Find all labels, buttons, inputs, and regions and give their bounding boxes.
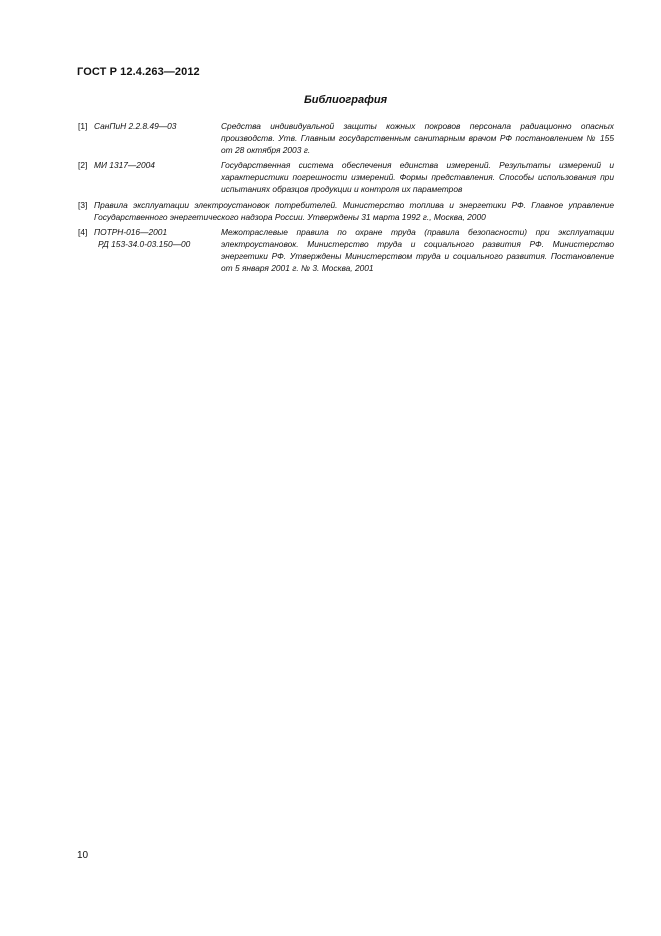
document-standard-number: ГОСТ Р 12.4.263—2012 [77, 66, 200, 78]
entry-code: РД 153-34.0-03.150—00 [98, 239, 191, 250]
entry-description: Средства индивидуальной защиты кожных покровов персонала радиационно опасных производств. Утв. Главным государственным санитарным врачом РФ постановлением № 155 от 28 октября 2003 г. [221, 121, 614, 155]
entry-codes [94, 160, 222, 172]
entry-description: Межотраслевые правила по охране труда (правила безопасности) при эксплуатации электроустановок. Министерство труда и социального развития РФ. Министерство энергетики РФ. Утверждены Министерством труда и социального развития. Постановление от 5 января 2001 г. № 3. Москва, 2001 [221, 227, 614, 273]
bibliography-entry-3 [78, 200, 614, 224]
bibliography-entry-1 [78, 121, 614, 156]
bibliography-list [78, 121, 614, 279]
entry-code: МИ 1317—2004 [94, 160, 155, 171]
entry-number: [4] [78, 227, 88, 238]
entry-codes [94, 121, 222, 133]
bibliography-entry-4 [78, 227, 614, 274]
entry-code: ПОТРН-016—2001 [94, 227, 168, 238]
entry-number: [3] [78, 199, 88, 210]
bibliography-heading: Библиография [303, 94, 388, 106]
entry-number: [1] [78, 121, 88, 131]
entry-description: Правила эксплуатации электроустановок потребителей. Министерство топлива и энергетики РФ. Главное управление Государственного энергетического надзора России. Утверждены 31 марта 1992 г., Москва, 2000 [94, 199, 614, 222]
bibliography-entry-2 [78, 160, 614, 195]
entry-description: Государственная система обеспечения единства измерений. Результаты измерений и характеристики погрешности измерений. Формы представления. Способы использования при испытаниях образцов продукции и контроля их параметров [221, 160, 614, 194]
entry-number: [2] [78, 160, 88, 171]
page-number: 10 [77, 850, 89, 861]
entry-codes [94, 227, 222, 251]
entry-code: СанПиН 2.2.8.49—03 [94, 121, 177, 131]
